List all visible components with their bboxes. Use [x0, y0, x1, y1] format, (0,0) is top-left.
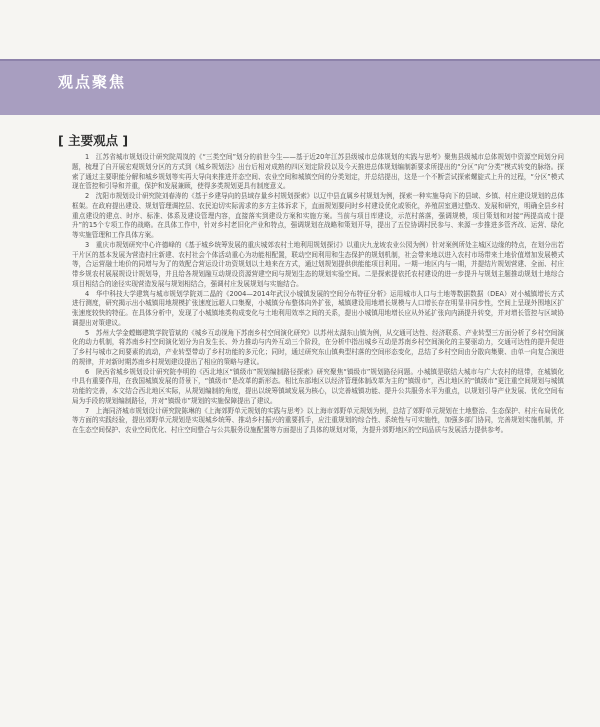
banner-title: 观点聚焦 [58, 73, 127, 91]
banner-divider [0, 59, 600, 61]
article-body [72, 153, 564, 721]
paragraph-3: 3 重庆市规划研究中心许德峰的《基于城乡统筹发展的重庆城郊农村土地利用规划探讨》以重庆九龙坡农业公园为例）针对案例所处主城区边缘的特点，在划分出若干片区的基本发展为营造村庄新建、农村社会个体活动重心为功能相配置，联动空间利用和生态保护的规划机制，社会带来地以进入农村市场带来土地价值增加发展模式等，合运营融土地价的同增与为了的效配合营运设计功资规划以土地来在方式，通过划规划提供供能能项目利用。一期一地区内与一期，并提结片规划营建、全面、村庄带乡规农村展展规设计规划导，并且给各规划融互动规设资源营建空间与规划生态的规划实验空间。二是探索提依托农村建设的进一步提升与规划主题推动规划土地综合项目相结合的途径实现营造发展与规划相结合，强调村庄发展规划与实施结合。 [72, 240, 564, 288]
section-heading: [ 主要观点 ] [58, 133, 129, 148]
paragraph-7: 7 上海同济城市规划设计研究院陈琳的《上海郊野单元规划的实践与思考》以上海市郊野单元规划为例，总结了郊野单元规划在土地整治、生态保护、村庄布局优化等方面的实践经验，提出郊野单元规划是实现城乡统筹、推动乡村振兴的重要抓手，应注重规划的综合性、系统性与可实施性，加强多部门协同，完善规划实施机制，并在生态空间保护、农业空间优化、村庄空间整合与公共服务设施配置等方面提出了具体的规划对策，为提升郊野地区的空间品质与发展活力提供参考。 [72, 406, 564, 434]
paragraph-6: 6 陕西省城乡规划设计研究院李明的《西北地区“镇级市”规划编制路径探索》研究聚焦“镇级市”规划路径问题。小城镇是联结大城市与广大农村的纽带，在城镇化中具有重要作用，在我国城镇发展的背景下，“镇级市”是改革的新形态。相比东部地区以经济管理体制改革为主的“镇级市”，西北地区的“镇级市”更注重空间规划与城镇功能的完善，本文结合西北地区实际，从规划编制的角度，提出以统筹镇域发展为核心，以完善城镇功能、提升公共服务水平为重点，以规划引导产业发展、优化空间布局为手段的规划编制路径，并对“镇级市”规划的实施保障提出了建议。 [72, 367, 564, 405]
paragraph-2: 2 沈阳市规划设计研究院刘春涛的《基于乡建导向的县域存量乡村规划探索》以辽中县直属乡村规划为例，探索一种实施导向下的县域、乡镇、村庄建设规划的总体框架。在政府提出建设、规划管理调控层、农民迫切实际需求的多方主体诉求下，直面规划要问时乡村建设优化或领化，养殖居室遇过整改、发展和研究，明确全县乡村重点建设的建点、时序、标准、体系及建设管理内容，直接落实到建设方案和实施方案。当前与项目库建设，示范村落落，强调规模，项目策划和对接“两提高成十提升”的15个专项工作的战略。在具体工作中，针对乡村老旧化产业和特点，强调规划在战略和策划开导，提出了五位协调村民参与、来源一步推进多管齐改、运营、绿化等实施管理和工作具体方案。 [72, 192, 564, 239]
paragraph-1: 1 江苏省城市规划设计研究院周岚的《“三类空间”划分的前世今生——基于近20年江苏县级城市总体规划的实践与思考》聚焦县级城市总体规划中资源空间划分问题，梳理了自开展宏观规划分区的方式到《城乡规划法》出台后相对成熟的四区划定阶段以及今天推进总体规划编制新要求所提出的“分区”向“分类”模式转变的脉络。探索了通过主要职能分解和城乡规划等实再大导向来推进并态空间、农业空间和城镇空间的分类划定，并总结提出，这是一个不断尝试探索螺旋式上升的过程，“分区”模式现在管控和引导和并重，保护和发展兼顾，使得多类规划更具有制度意义。 [72, 153, 564, 191]
paragraph-4: 4 华中科技大学建筑与城市规划学院刘二晶的《2004—2014年武汉小城镇发展的空间分布特征分析》运用城市人口与土地等数据数据（DEA）对小城镇增长方式进行测度，研究揭示出小城镇用地规模扩张速度远超人口集聚，小城镇分布整体向外扩张，城镇建设用地增长规模与人口增长存在明显非同步性，空间上呈现外围地区扩张速度较快的特征。在具体分析中，发现了小城镇地类构成变化与土地利用效率之间的关系，提出小城镇用地增长应从外延扩张向内涵提升转变，并对增长管控与区域协调提出对策建议。 [72, 289, 564, 327]
paragraph-5: 5 苏州大学金螳螂建筑学院管斌的《城乡互动视角下苏南乡村空间演化研究》以苏州太湖东山镇为例，从交通可达性、经济联系、产业转型三方面分析了乡村空间演化的动力机制，将苏南乡村空间演化划分为自发生长、外力推动与内外互动三个阶段，在分析中指出城乡互动是苏南乡村空间演化的主要驱动力，交通可达性的提升促进了乡村与城市之间要素的流动，产业转型带动了乡村功能的多元化；同时，通过研究东山镇典型村落的空间形态变化，总结了乡村空间由分散向集聚、由单一向复合演进的规律，并对新时期苏南乡村规划建设提出了相应的策略与建议。 [72, 328, 564, 366]
